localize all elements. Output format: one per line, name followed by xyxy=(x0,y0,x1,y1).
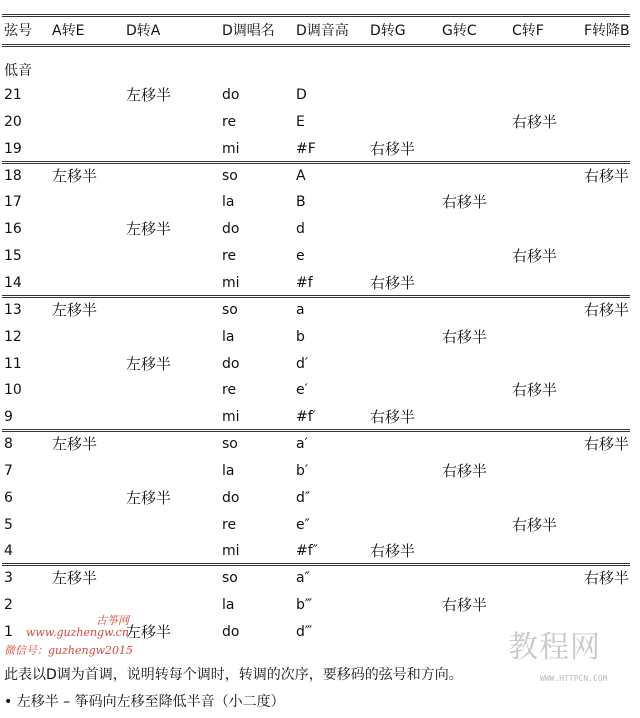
cell-d-solfege: do xyxy=(222,624,240,640)
cell-d-pitch: e″ xyxy=(296,517,310,533)
cell-d-solfege: so xyxy=(222,168,238,184)
cell-d-solfege: mi xyxy=(222,275,240,291)
cell-string-number: 2 xyxy=(4,597,13,613)
header-c-to-f: C转F xyxy=(512,23,544,39)
cell-d-pitch: a″ xyxy=(296,570,310,586)
cell-string-number: 1 xyxy=(4,624,13,640)
cell-d-pitch: a xyxy=(296,302,305,318)
cell-string-number: 9 xyxy=(4,409,13,425)
cell-d-pitch: d′ xyxy=(296,356,309,372)
table-rule xyxy=(2,44,630,47)
watermark-site-name: 古筝网 xyxy=(96,614,129,627)
cell-d-pitch: d‴ xyxy=(296,624,313,640)
cell-d-pitch: #f″ xyxy=(296,543,318,559)
cell-d-to-a: 左移半 xyxy=(126,355,172,373)
cell-c-to-f: 右移半 xyxy=(512,516,558,534)
cell-d-pitch: e xyxy=(296,248,305,264)
cell-d-solfege: do xyxy=(222,87,240,103)
cell-string-number: 21 xyxy=(4,87,22,103)
cell-c-to-f: 右移半 xyxy=(512,247,558,265)
cell-string-number: 6 xyxy=(4,490,13,506)
watermark-url: www.guzhengw.cn xyxy=(26,626,129,639)
cell-f-to-bflat: 右移半 xyxy=(584,569,630,587)
cell-string-number: 5 xyxy=(4,517,13,533)
cell-d-to-a: 左移半 xyxy=(126,489,172,507)
table-rule xyxy=(2,14,630,17)
table-rule xyxy=(2,429,630,432)
legend-left-shift: • 左移半 – 筝码向左移至降低半音（小二度） xyxy=(4,694,285,710)
cell-d-pitch: b‴ xyxy=(296,597,313,613)
header-a-to-e: A转E xyxy=(52,23,85,39)
table-rule xyxy=(2,295,630,298)
watermark-wechat: 微信号：guzhengw2015 xyxy=(4,644,134,657)
cell-d-to-g: 右移半 xyxy=(370,542,416,560)
cell-d-solfege: so xyxy=(222,302,238,318)
cell-f-to-bflat: 右移半 xyxy=(584,301,630,319)
cell-d-pitch: #f xyxy=(296,275,313,291)
cell-g-to-c: 右移半 xyxy=(442,328,488,346)
header-g-to-c: G转C xyxy=(442,23,477,39)
cell-d-solfege: la xyxy=(222,329,235,345)
cell-d-pitch: #F xyxy=(296,141,316,157)
cell-a-to-e: 左移半 xyxy=(52,435,98,453)
cell-d-solfege: mi xyxy=(222,409,240,425)
logo-text: 教程网 xyxy=(508,630,601,665)
cell-d-pitch: b xyxy=(296,329,305,345)
cell-d-solfege: la xyxy=(222,463,235,479)
cell-d-solfege: mi xyxy=(222,141,240,157)
cell-d-solfege: la xyxy=(222,597,235,613)
cell-d-pitch: E xyxy=(296,114,305,130)
cell-string-number: 14 xyxy=(4,275,22,291)
cell-string-number: 10 xyxy=(4,382,22,398)
table-rule xyxy=(2,563,630,566)
table-note: 此表以D调为首调，说明转每个调时，转调的次序，要移码的弦号和方向。 xyxy=(4,667,463,683)
cell-a-to-e: 左移半 xyxy=(52,569,98,587)
cell-d-to-a: 左移半 xyxy=(126,220,172,238)
cell-a-to-e: 左移半 xyxy=(52,301,98,319)
cell-c-to-f: 右移半 xyxy=(512,113,558,131)
cell-string-number: 20 xyxy=(4,114,22,130)
table-rule xyxy=(2,161,630,164)
cell-string-number: 12 xyxy=(4,329,22,345)
cell-string-number: 4 xyxy=(4,543,13,559)
cell-d-solfege: la xyxy=(222,194,235,210)
logo-url: WWW.HTTPCN.COM xyxy=(540,674,608,683)
header-string-number: 弦号 xyxy=(4,23,32,39)
cell-g-to-c: 右移半 xyxy=(442,193,488,211)
cell-string-number: 3 xyxy=(4,570,13,586)
cell-d-solfege: so xyxy=(222,570,238,586)
cell-d-to-a: 左移半 xyxy=(126,623,172,641)
cell-string-number: 18 xyxy=(4,168,22,184)
cell-d-solfege: so xyxy=(222,436,238,452)
cell-string-number: 15 xyxy=(4,248,22,264)
cell-d-pitch: b′ xyxy=(296,463,309,479)
cell-d-to-a: 左移半 xyxy=(126,86,172,104)
cell-d-pitch: D xyxy=(296,87,307,103)
cell-a-to-e: 左移半 xyxy=(52,167,98,185)
cell-string-number: 7 xyxy=(4,463,13,479)
cell-d-solfege: re xyxy=(222,382,237,398)
cell-d-to-g: 右移半 xyxy=(370,408,416,426)
cell-string-number: 19 xyxy=(4,141,22,157)
cell-g-to-c: 右移半 xyxy=(442,462,488,480)
header-d-pitch: D调音高 xyxy=(296,23,349,39)
cell-string-number: 13 xyxy=(4,302,22,318)
cell-d-pitch: A xyxy=(296,168,306,184)
cell-d-solfege: re xyxy=(222,248,237,264)
cell-g-to-c: 右移半 xyxy=(442,596,488,614)
header-d-to-a: D转A xyxy=(126,23,161,39)
cell-string-number: 8 xyxy=(4,436,13,452)
cell-d-pitch: e′ xyxy=(296,382,308,398)
header-f-to-bflat: F转降B xyxy=(584,23,630,39)
cell-d-pitch: d″ xyxy=(296,490,311,506)
header-d-to-g: D转G xyxy=(370,23,406,39)
cell-d-solfege: do xyxy=(222,221,240,237)
cell-string-number: 17 xyxy=(4,194,22,210)
cell-f-to-bflat: 右移半 xyxy=(584,435,630,453)
cell-d-pitch: d xyxy=(296,221,305,237)
cell-string-number: 11 xyxy=(4,356,22,372)
cell-f-to-bflat: 右移半 xyxy=(584,167,630,185)
cell-d-solfege: mi xyxy=(222,543,240,559)
cell-d-solfege: do xyxy=(222,490,240,506)
cell-d-to-g: 右移半 xyxy=(370,140,416,158)
header-d-solfege: D调唱名 xyxy=(222,23,275,39)
cell-string-number: 16 xyxy=(4,221,22,237)
cell-d-pitch: #f′ xyxy=(296,409,316,425)
cell-d-pitch: B xyxy=(296,194,306,210)
cell-d-solfege: do xyxy=(222,356,240,372)
section-label: 低音 xyxy=(4,63,32,79)
cell-c-to-f: 右移半 xyxy=(512,381,558,399)
cell-d-pitch: a′ xyxy=(296,436,308,452)
cell-d-solfege: re xyxy=(222,517,237,533)
cell-d-solfege: re xyxy=(222,114,237,130)
cell-d-to-g: 右移半 xyxy=(370,274,416,292)
